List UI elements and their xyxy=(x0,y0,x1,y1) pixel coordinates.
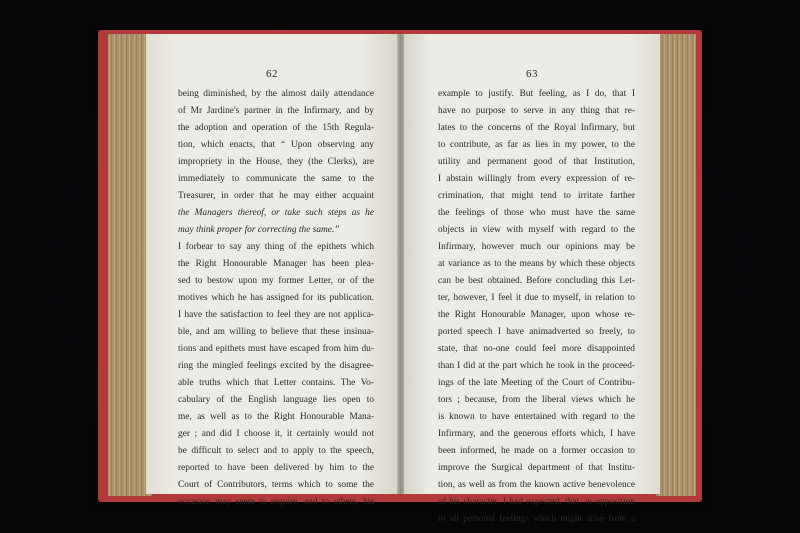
text-line: tors ; because, from the liberal views which he xyxy=(438,395,635,405)
text-line: being diminished, by the almost daily attendance xyxy=(178,89,374,99)
text-line: ings of the late Meeting of the Court of Contribu- xyxy=(438,378,635,388)
text-line: I have the satisfaction to feel they are not applica- xyxy=(178,310,374,320)
right-page xyxy=(404,34,660,524)
text-line: to all personal feelings which might arise from a xyxy=(438,514,635,524)
text-line: motives which he has assigned for its publication. xyxy=(178,293,374,303)
text-line: be difficult to select and to apply to the speech, xyxy=(178,446,374,456)
text-line: I forbear to say any thing of the epithets which xyxy=(178,242,374,252)
right-page-number: 63 xyxy=(526,68,538,80)
text-line: than I did at the part which he took in the proceed- xyxy=(438,361,635,371)
text-line: me, as well as to the Right Honourable Mana- xyxy=(178,412,374,422)
text-line: the Right Honourable Manager, upon whose re- xyxy=(438,310,635,320)
text-line: to contribute, as far as lies in my power, to the xyxy=(438,140,635,150)
text-line: sed to bestow upon my former Letter, or of the xyxy=(178,276,374,286)
right-page-text xyxy=(438,86,635,528)
left-page xyxy=(146,34,398,507)
text-line: tion, as well as from the known active benevolence xyxy=(438,480,635,490)
text-line: state, that no-one could feel more disappointed xyxy=(438,344,635,354)
text-line: at variance as to the means by which these objects xyxy=(438,259,635,269)
text-line: tion, which enacts, that “ Upon observing any xyxy=(178,140,374,150)
text-line: Infirmary, and the generous efforts which, I have xyxy=(438,429,635,439)
text-line: can be best obtained. Before concluding this Let- xyxy=(438,276,635,286)
text-line: been informed, he made on a former occasion to xyxy=(438,446,635,456)
text-line: improve the Surgical department of that Institu- xyxy=(438,463,635,473)
text-line: lates to the concerns of the Royal Infirmary, but xyxy=(438,123,635,133)
text-line: Treasurer, in order that he may either acquaint xyxy=(178,191,374,201)
text-line: example to justify. But feeling, as I do, that I xyxy=(438,89,635,99)
text-line: the Managers thereof, or take such steps as he xyxy=(178,208,374,218)
text-line: ble, and am willing to believe that these insinua- xyxy=(178,327,374,337)
text-line: cabulary of the English language lies open to xyxy=(178,395,374,405)
text-line: able truths which that Letter contains. The Vo- xyxy=(178,378,374,388)
text-line: ported speech I have animadverted so freely, to xyxy=(438,327,635,337)
text-line: ger ; and did I choose it, it certainly would not xyxy=(178,429,374,439)
text-line: tions and epithets must have escaped from him du- xyxy=(178,344,374,354)
text-line: of his character, I had expected, that, in opposition xyxy=(438,497,635,507)
text-line: of Mr Jardine's partner in the Infirmary, and by xyxy=(178,106,374,116)
text-line: impropriety in the House, they (the Clerks), are xyxy=(178,157,374,167)
left-page-text xyxy=(178,86,374,511)
text-line: utility and permanent good of that Institution, xyxy=(438,157,635,167)
text-line: reported to have been delivered by him to the xyxy=(178,463,374,473)
text-line: Court of Contributors, terms which to some the xyxy=(178,480,374,490)
text-line: ring the mingled feelings excited by the disagree- xyxy=(178,361,374,371)
text-line: the adoption and operation of the 15th Regula- xyxy=(178,123,374,133)
text-line: may think proper for correcting the same.” xyxy=(178,225,340,235)
text-line: crimination, that might tend to irritate farther xyxy=(438,191,635,201)
text-line: immediately to communicate the same to the xyxy=(178,174,374,184)
text-line: is known to have entertained with regard to the xyxy=(438,412,635,422)
text-line: Infirmary, however much our opinions may be xyxy=(438,242,635,252)
text-line: the Right Honourable Manager has been plea- xyxy=(178,259,374,269)
text-line: have no purpose to serve in any thing that re- xyxy=(438,106,635,116)
right-page-edges xyxy=(656,34,696,496)
text-line: the feelings of those who must have the same xyxy=(438,208,635,218)
text-line: ter, however, I feel it due to myself, in relation to xyxy=(438,293,635,303)
text-line: I abstain willingly from every expression of re- xyxy=(438,174,635,184)
left-page-number: 62 xyxy=(266,68,278,80)
text-line: occasion may seem to require, and to others, his xyxy=(178,497,374,507)
text-line: objects in view with myself with regard to the xyxy=(438,225,635,235)
